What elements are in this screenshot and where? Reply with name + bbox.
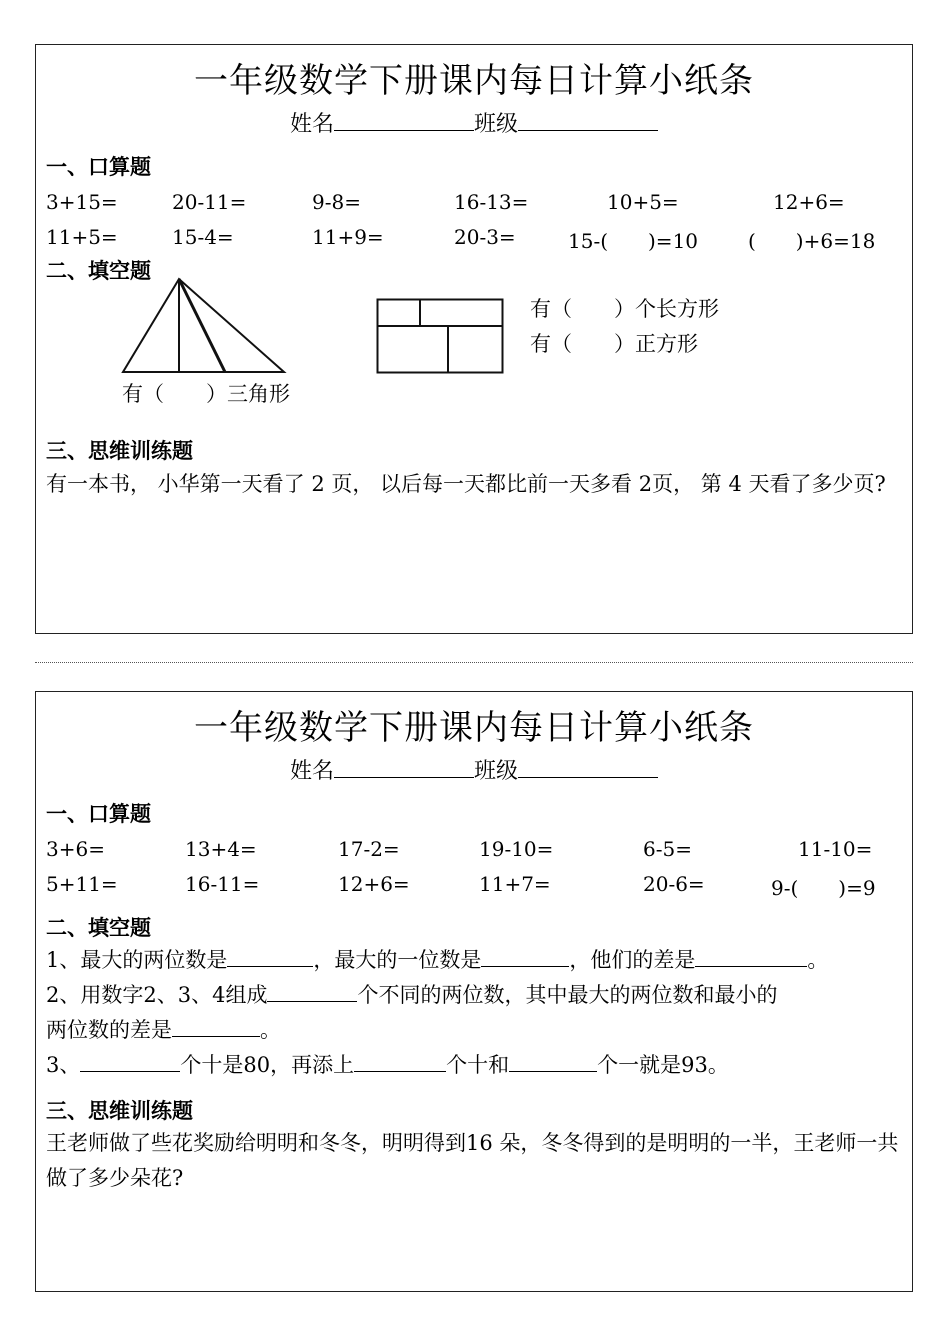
name-label: 姓名 — [289, 112, 334, 137]
triangle-question: 有（ ）三角形 — [122, 382, 290, 406]
fill-text: 两位数的差是 — [46, 1018, 172, 1042]
fill-question-1 — [46, 944, 828, 974]
oral-problem: 19-10= — [479, 837, 554, 861]
oral-problem: 11+7= — [479, 872, 551, 896]
answer-blank[interactable] — [509, 1053, 597, 1072]
section-thinking-heading: 三、思维训练题 — [46, 439, 193, 463]
oral-problem: 11+5= — [46, 225, 118, 249]
name-class-row — [36, 107, 912, 138]
oral-problem: 20-11= — [172, 190, 247, 214]
card-title: 一年级数学下册课内每日计算小纸条 — [194, 61, 754, 101]
oral-problem: 16-11= — [185, 872, 260, 896]
class-blank[interactable] — [518, 110, 658, 131]
worksheet-card-2 — [35, 691, 913, 1292]
answer-blank[interactable] — [227, 948, 313, 967]
fill-text: 个一就是93。 — [597, 1053, 729, 1077]
oral-problem: 11-10= — [798, 837, 873, 861]
class-label: 班级 — [474, 759, 519, 784]
triangle-figure — [120, 277, 290, 377]
name-class-row — [36, 754, 912, 785]
fill-text: ，他们的差是 — [569, 948, 696, 972]
answer-blank[interactable] — [481, 948, 569, 967]
fill-text: 个十和 — [446, 1053, 510, 1077]
fill-text: 。 — [260, 1018, 281, 1042]
oral-problem: 3+6= — [46, 837, 105, 861]
answer-blank[interactable] — [267, 983, 357, 1002]
oral-problem: 9-8= — [312, 190, 361, 214]
class-blank[interactable] — [518, 757, 658, 778]
section-oral-heading: 一、口算题 — [46, 155, 151, 179]
oral-problem: 15-4= — [172, 225, 234, 249]
fill-text: 1、最大的两位数是 — [46, 948, 228, 972]
name-label: 姓名 — [289, 759, 334, 784]
oral-problem: 20-3= — [454, 225, 516, 249]
oral-problem: 11+9= — [312, 225, 384, 249]
oral-problem: ( )+6=18 — [748, 229, 876, 253]
section-fill-heading: 二、填空题 — [46, 259, 151, 283]
fill-text: 个十是80，再添上 — [180, 1053, 355, 1077]
fill-question-2 — [46, 979, 777, 1009]
oral-problem: 17-2= — [338, 837, 400, 861]
section-thinking-heading: 三、思维训练题 — [46, 1099, 193, 1123]
square-question: 有（ ）正方形 — [530, 332, 698, 356]
oral-problem: 16-13= — [454, 190, 529, 214]
oral-problem: 9-( )=9 — [771, 876, 876, 900]
name-blank[interactable] — [334, 757, 474, 778]
answer-blank[interactable] — [172, 1018, 260, 1037]
oral-problem: 6-5= — [643, 837, 692, 861]
oral-problem: 13+4= — [185, 837, 257, 861]
name-blank[interactable] — [334, 110, 474, 131]
section-oral-heading: 一、口算题 — [46, 802, 151, 826]
section-fill-heading: 二、填空题 — [46, 916, 151, 940]
answer-blank[interactable] — [80, 1053, 180, 1072]
fill-question-2-cont — [46, 1014, 281, 1044]
answer-blank[interactable] — [695, 948, 807, 967]
thinking-problem: 王老师做了些花奖励给明明和冬冬，明明得到16 朵，冬冬得到的是明明的一半，王老师一共做了多少朵花? — [46, 1131, 899, 1190]
fill-text: 3、 — [46, 1053, 81, 1077]
thinking-problem: 有一本书， 小华第一天看了 2 页， 以后每一天都比前一天多看 2页， 第 4 天看了多少页? — [46, 472, 886, 496]
oral-problem: 12+6= — [773, 190, 845, 214]
oral-problem: 5+11= — [46, 872, 118, 896]
oral-problem: 10+5= — [607, 190, 679, 214]
oral-problem: 12+6= — [338, 872, 410, 896]
oral-problem: 15-( )=10 — [568, 229, 699, 253]
card-title: 一年级数学下册课内每日计算小纸条 — [194, 708, 754, 748]
oral-problem: 20-6= — [643, 872, 705, 896]
oral-problem: 3+15= — [46, 190, 118, 214]
fill-text: 2、用数字2、3、4组成 — [46, 983, 268, 1007]
class-label: 班级 — [474, 112, 519, 137]
answer-blank[interactable] — [354, 1053, 446, 1072]
fill-text: 。 — [807, 948, 829, 972]
fill-question-3 — [46, 1049, 729, 1079]
worksheet-card-1 — [35, 44, 913, 634]
fill-text: ，最大的一位数是 — [313, 948, 482, 972]
rectangle-question: 有（ ）个长方形 — [530, 297, 719, 321]
rectangles-figure — [376, 298, 506, 376]
fill-text: 个不同的两位数，其中最大的两位数和最小的 — [357, 983, 778, 1007]
cut-line — [35, 662, 913, 663]
